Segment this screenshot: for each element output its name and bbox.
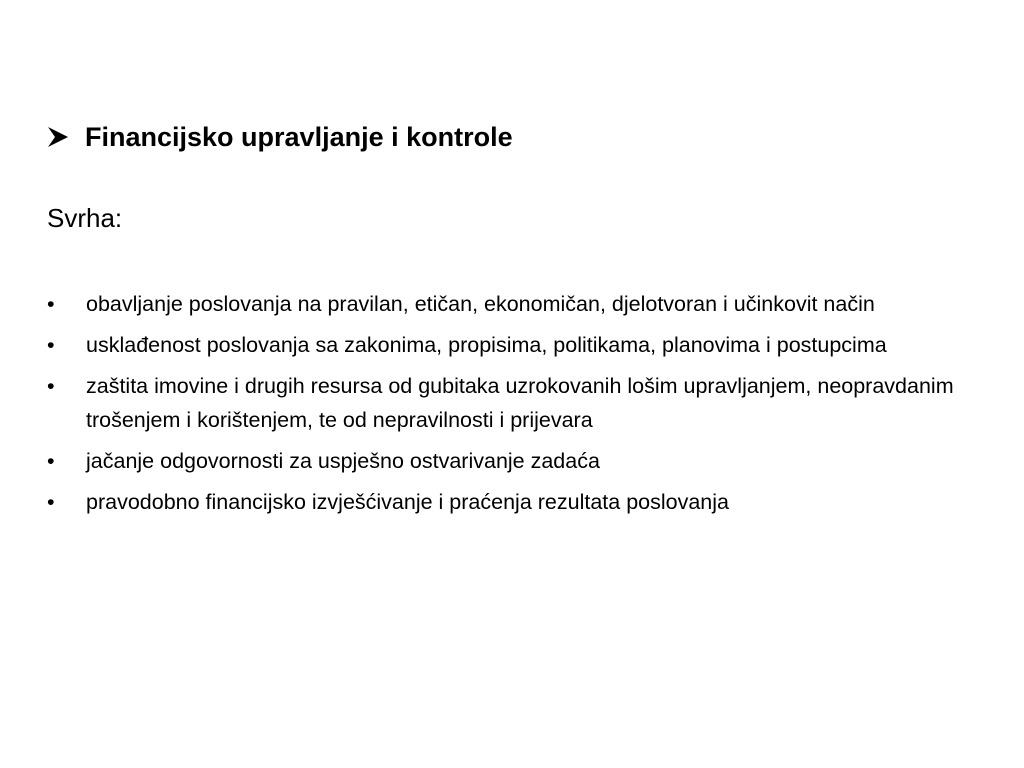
list-item-text: pravodobno financijsko izvješćivanje i praćenja rezultata poslovanja	[86, 490, 729, 514]
list-item	[47, 287, 997, 321]
bullet-list	[47, 287, 997, 526]
slide-heading	[47, 118, 513, 156]
bullet-dot: •	[47, 374, 55, 398]
subheading: Svrha:	[47, 203, 123, 233]
list-item-text: jačanje odgovornosti za uspješno ostvarivanje zadaća	[86, 449, 600, 473]
list-item-text: obavljanje poslovanja na pravilan, etičan, ekonomičan, djelotvoran i učinkovit način	[86, 292, 875, 316]
list-item	[47, 444, 997, 478]
list-item-text: zaštita imovine i drugih resursa od gubitaka uzrokovanih lošim upravljanjem, neopravdanim trošenjem i korištenjem, te od nepravilnosti i prijevara	[86, 374, 954, 432]
bullet-dot: •	[47, 292, 55, 316]
arrow-bullet-icon	[47, 126, 69, 148]
bullet-dot: •	[47, 449, 55, 473]
heading-text: Financijsko upravljanje i kontrole	[85, 122, 513, 152]
bullet-dot: •	[47, 333, 55, 357]
list-item-text: usklađenost poslovanja sa zakonima, propisima, politikama, planovima i postupcima	[86, 333, 887, 357]
list-item	[47, 369, 997, 437]
bullet-dot: •	[47, 490, 55, 514]
list-item	[47, 328, 997, 362]
list-item	[47, 485, 997, 519]
